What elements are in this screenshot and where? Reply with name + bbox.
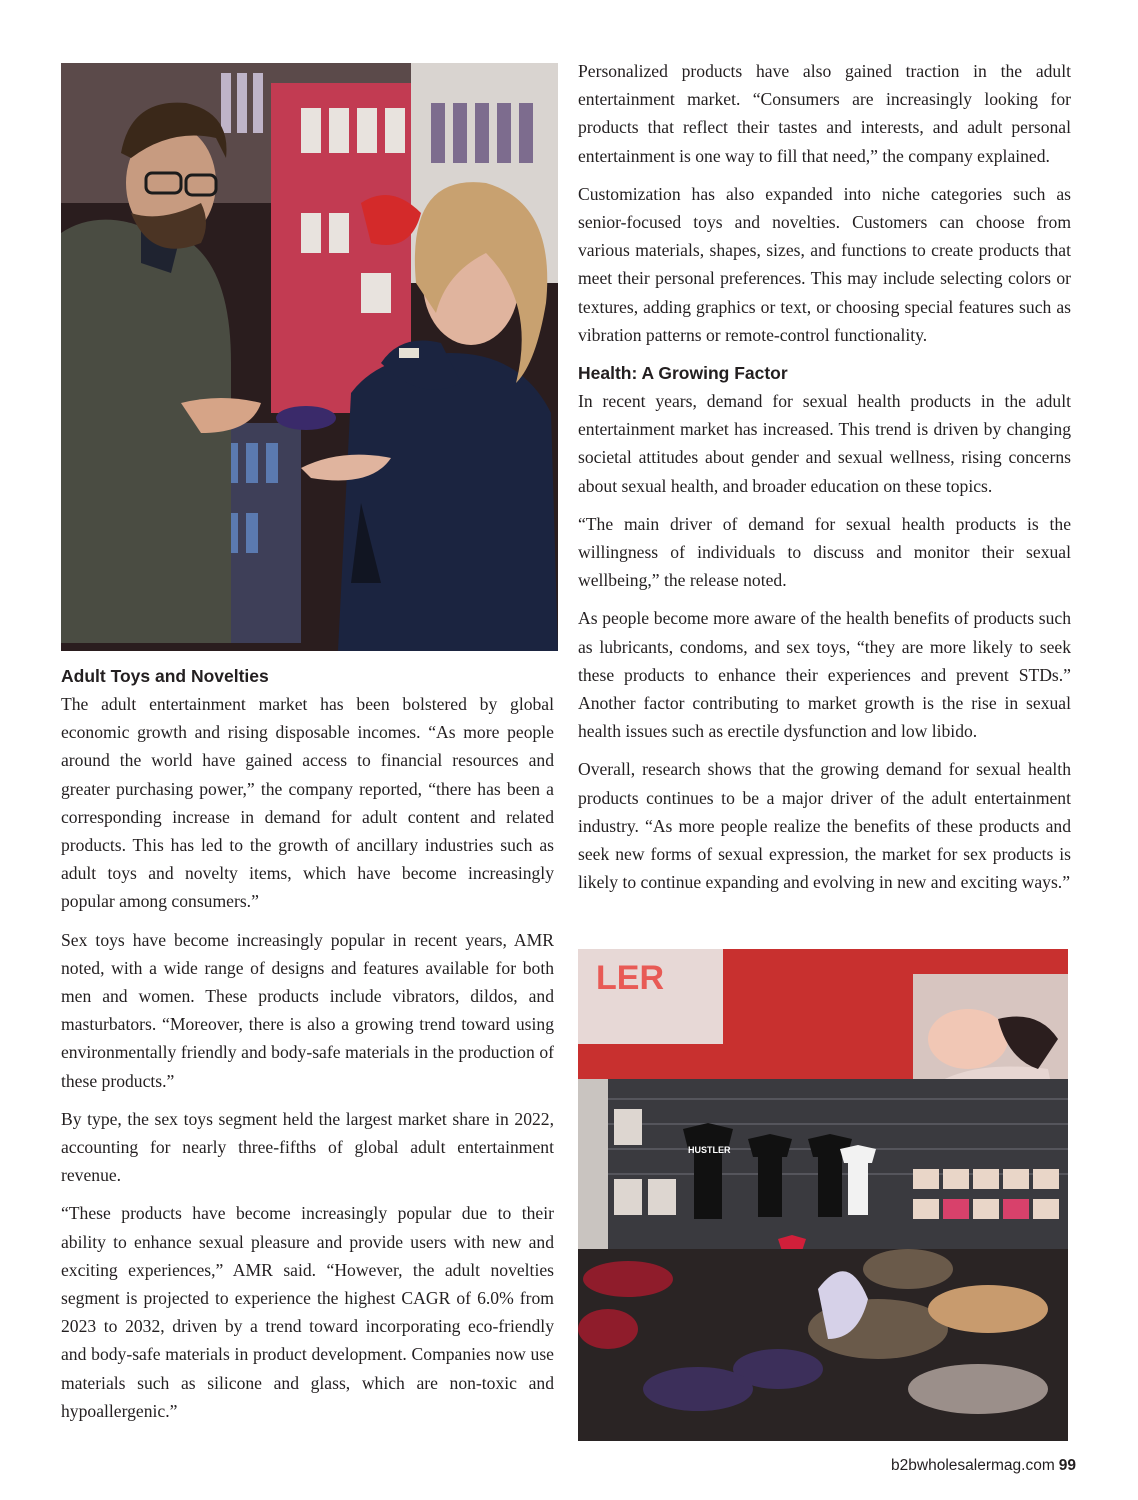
store-interior-photo [578,949,1068,1441]
neon-sign-text: LER [596,959,664,997]
tshirt-text: HUSTLER [688,1145,731,1155]
body-paragraph: By type, the sex toys segment held the largest market share in 2022, accounting for nearly three-fifths of global adult entertainment revenue. [61,1108,554,1186]
body-paragraph: Personalized products have also gained traction in the adult entertainment market. “Consumers are increasingly looking for products that reflect their tastes and interests, and adult personal entertainment is one way to fill that need,” the company explained. [578,61,1071,166]
left-column [61,662,554,1435]
section-heading-adult-toys: Adult Toys and Novelties [61,666,269,686]
page-number: 99 [1058,1457,1076,1474]
body-paragraph: In recent years, demand for sexual health products in the adult entertainment market has increased. This trend is driven by changing societal attitudes about gender and sexual wellness, rising concerns about sexual health, and broader education on these topics. [578,391,1071,496]
section-heading-health: Health: A Growing Factor [578,363,788,384]
body-paragraph: “These products have become increasingly popular due to their ability to enhance sexual pleasure and provide users with new and exciting experiences,” AMR said. “However, the adult novelties segment is projected to experience the highest CAGR of 6.0% from 2023 to 2032, driven by a trend toward incorporating eco-friendly and body-safe materials in product development. Companies now use materials such as silicone and glass, which are non-toxic and hypoallergenic.” [61,1203,554,1421]
body-paragraph: Sex toys have become increasingly popular in recent years, AMR noted, with a wide range of designs and features available for both men and women. These products include vibrators, dildos, and masturbators. “Moreover, there is also a growing trend toward using environmentally friendly and body-safe materials in the production of these products.” [61,929,554,1091]
site-url: b2bwholesalermag.com [891,1457,1055,1474]
right-column [578,57,1071,906]
body-paragraph: Overall, research shows that the growing demand for sexual health products continues to be a major driver of the adult entertainment industry. “As more people realize the benefits of these products and seek new forms of sexual expression, the market for sex products is likely to continue expanding and evolving in new and exciting ways.” [578,759,1071,893]
body-paragraph: As people become more aware of the health benefits of products such as lubricants, condoms, and sex toys, “they are more likely to seek these products to enhance their experiences and prevent STDs.” Another factor contributing to market growth is the rise in sexual health issues such as erectile dysfunction and low libido. [578,608,1071,742]
body-paragraph: The adult entertainment market has been bolstered by global economic growth and rising disposable incomes. “As more people around the world have gained access to financial resources and greater purchasing power,” the company reported, “there has been a corresponding increase in demand for adult content and related products. This has led to the growth of ancillary industries such as adult toys and novelty items, which have become increasingly popular among consumers.” [61,694,554,912]
store-staff-photo [61,63,558,651]
body-paragraph: Customization has also expanded into niche categories such as senior-focused toys and novelties. Customers can choose from various materials, shapes, sizes, and functions to create products that meet their personal preferences. This may include selecting colors or textures, adding graphics or text, or choosing special features such as vibration patterns or remote-control functionality. [578,183,1071,345]
page-footer [891,1457,1076,1475]
body-paragraph: “The main driver of demand for sexual health products is the willingness of individuals to discuss and monitor their sexual wellbeing,” the release noted. [578,513,1071,591]
